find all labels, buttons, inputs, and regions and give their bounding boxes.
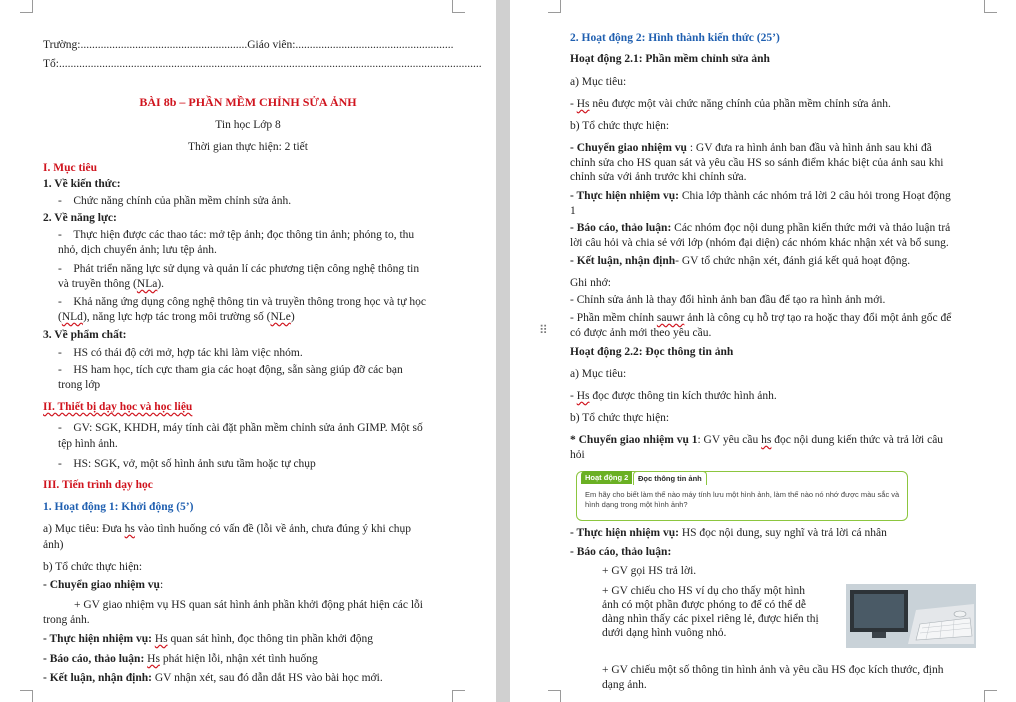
paragraph-continued: có được ảnh mới theo yêu cầu. [570, 327, 712, 339]
paragraph: b) Tổ chức thực hiện: [43, 561, 143, 573]
computer-monitor-photo [846, 584, 976, 648]
paragraph: - Kết luận, nhận định- GV tổ chức nhận xét, đánh giá kết quả hoạt động. [570, 255, 911, 267]
lesson-subtitle: Tin học Lớp 8 [215, 119, 281, 131]
subheading-knowledge: 1. Về kiến thức: [43, 178, 121, 190]
list-item: - HS ham học, tích cực tham gia các hoạt động, sẵn sàng giúp đỡ các bạn [58, 364, 403, 376]
paragraph: a) Mục tiêu: Đưa hs vào tình huống có vấn đề (lỗi về ảnh, chưa đúng ý khi chụp [43, 523, 411, 535]
paragraph: - Hs đọc được thông tin kích thước hình ảnh. [570, 390, 777, 402]
paragraph: - Chuyển giao nhiệm vụ: [43, 579, 164, 591]
section-heading-objectives: I. Mục tiêu [43, 162, 97, 174]
list-item-continued: trong lớp [58, 379, 101, 391]
paragraph: - Chỉnh sửa ảnh là thay đổi hình ảnh ban đầu để tạo ra hình ảnh mới. [570, 294, 886, 306]
paragraph: - Báo cáo, thảo luận: Các nhóm đọc nội dung phần kiến thức mới và thảo luận trả [570, 222, 951, 234]
paragraph-continued: chỉnh sửa với ảnh trước khi chỉnh sửa. [570, 171, 747, 183]
list-item: - Chức năng chính của phần mềm chỉnh sửa ảnh. [58, 195, 292, 207]
paragraph-continued: chỉnh sửa cho HS quan sát và yêu cầu HS so sánh điểm khác biệt của ảnh sau khi [570, 157, 944, 169]
activity-box-image [576, 471, 908, 521]
paragraph-continued: ảnh có một phần được phóng to để có thể dễ [602, 599, 806, 611]
paragraph: - Kết luận, nhận định: GV nhận xét, sau đó dẫn dắt HS vào bài học mới. [43, 672, 383, 684]
paragraph-continued: 1 [570, 205, 576, 217]
paragraph-continued: dàng nhìn thấy các pixel riêng lẻ, được hiển thị [602, 613, 819, 625]
activity-box-question: Em hãy cho biết làm thế nào máy tính lưu một hình ảnh, làm thế nào nó nhớ được màu sắc và hình dạng trong một hình ảnh? [585, 490, 900, 509]
paragraph-continued: dưới dạng hình vuông nhỏ. [602, 627, 727, 639]
activity1-heading: 1. Hoạt động 1: Khởi động (5’) [43, 501, 194, 513]
header-school-teacher: Trường:..........................................................Giáo viên:....................................................... [43, 39, 454, 51]
paragraph: Ghi nhớ: [570, 277, 611, 289]
list-item-continued: tệp hình ảnh. [58, 438, 118, 450]
list-item: - HS: SGK, vở, một số hình ảnh sưu tầm hoặc tự chụp [58, 458, 316, 470]
list-item: - Thực hiện được các thao tác: mở tệp ảnh; đọc thông tin ảnh; phóng to, thu [58, 229, 415, 241]
paragraph: - Hs nêu được một vài chức năng chính của phần mềm chỉnh sửa ảnh. [570, 98, 891, 110]
paragraph-continued: hỏi [570, 449, 585, 461]
list-item-continued: và truyền thông (NLa). [58, 278, 165, 290]
paragraph: - Thực hiện nhiệm vụ: HS đọc nội dung, suy nghĩ và trả lời cá nhân [570, 527, 887, 539]
page-corner-mark [452, 690, 465, 702]
paragraph-continued: dạng ảnh. [602, 679, 647, 691]
page-corner-mark [548, 0, 561, 13]
paragraph: a) Mục tiêu: [570, 368, 627, 380]
page-corner-mark [452, 0, 465, 13]
lesson-duration: Thời gian thực hiện: 2 tiết [188, 141, 308, 153]
list-item: - Khả năng ứng dụng công nghệ thông tin và truyền thông trong học và tự học [58, 296, 426, 308]
drag-handle-icon[interactable]: ⠿ [539, 323, 547, 337]
activity-box-tab-title: Đọc thông tin ảnh [633, 471, 707, 485]
paragraph: b) Tổ chức thực hiện: [570, 120, 670, 132]
paragraph: - Phần mềm chỉnh sauwr ảnh là công cụ hỗ trợ tạo ra hoặc thay đổi một ảnh gốc để [570, 312, 952, 324]
activity21-heading: Hoạt động 2.1: Phần mềm chỉnh sửa ảnh [570, 53, 770, 65]
paragraph: a) Mục tiêu: [570, 76, 627, 88]
list-item: - GV: SGK, KHDH, máy tính cài đặt phần mềm chỉnh sửa ảnh GIMP. Một số [58, 422, 423, 434]
list-item: - HS có thái độ cởi mở, hợp tác khi làm việc nhóm. [58, 347, 303, 359]
paragraph: b) Tổ chức thực hiện: [570, 412, 670, 424]
activity2-heading: 2. Hoạt động 2: Hình thành kiến thức (25’) [570, 32, 780, 44]
paragraph: * Chuyển giao nhiệm vụ 1: GV yêu cầu hs đọc nội dung kiến thức và trả lời câu [570, 434, 944, 446]
paragraph-continued: ảnh) [43, 539, 64, 551]
list-item: - Phát triển năng lực sử dụng và quản lí các phương tiện công nghệ thông tin [58, 263, 420, 275]
page-corner-mark [984, 0, 997, 13]
paragraph: - Thực hiện nhiệm vụ: Hs quan sát hình, đọc thông tin phần khởi động [43, 633, 373, 645]
subheading-competence: 2. Về năng lực: [43, 212, 117, 224]
paragraph: + GV chiếu một số thông tin hình ảnh và yêu cầu HS đọc kích thước, định [602, 664, 944, 676]
subheading-qualities: 3. Về phẩm chất: [43, 329, 127, 341]
page-corner-mark [20, 0, 33, 13]
page-corner-mark [20, 690, 33, 702]
section-heading-procedure: III. Tiến trình dạy học [43, 479, 153, 491]
page-corner-mark [984, 690, 997, 702]
lesson-title: BÀI 8b – PHẦN MỀM CHỈNH SỬA ẢNH [139, 95, 357, 109]
activity-box-tab-number: Hoạt động 2 [581, 471, 632, 484]
paragraph: - Thực hiện nhiệm vụ: Chia lớp thành các nhóm trả lời 2 câu hỏi trong Hoạt động [570, 190, 951, 202]
list-item-continued: (NLd), năng lực hợp tác trong môi trường số (NLe) [58, 311, 295, 323]
paragraph-continued: lời câu hỏi và chia sẻ với lớp (nhóm đại diện) các nhóm khác nhận xét và bổ sung. [570, 237, 949, 249]
paragraph: + GV giao nhiệm vụ HS quan sát hình ảnh phần khởi động phát hiện các lỗi [74, 599, 423, 611]
section-heading-equipment: II. Thiết bị dạy học và học liệu [43, 401, 193, 413]
paragraph: - Chuyển giao nhiệm vụ : GV đưa ra hình ảnh ban đầu và hình ảnh sau khi đã [570, 142, 932, 154]
paragraph: + GV chiếu cho HS ví dụ cho thấy một hình [602, 585, 806, 597]
activity22-heading: Hoạt động 2.2: Đọc thông tin ảnh [570, 346, 734, 358]
list-item-continued: nhỏ, dịch chuyển ảnh; lưu tệp ảnh. [58, 244, 217, 256]
page-corner-mark [548, 690, 561, 702]
header-group: Tổ:................................................................................................................................................... [43, 58, 482, 70]
paragraph: - Báo cáo, thảo luận: Hs phát hiện lỗi, nhận xét tình huống [43, 653, 318, 665]
paragraph: - Báo cáo, thảo luận: [570, 546, 672, 558]
paragraph-continued: trong ảnh. [43, 614, 90, 626]
paragraph: + GV gọi HS trả lời. [602, 565, 697, 577]
